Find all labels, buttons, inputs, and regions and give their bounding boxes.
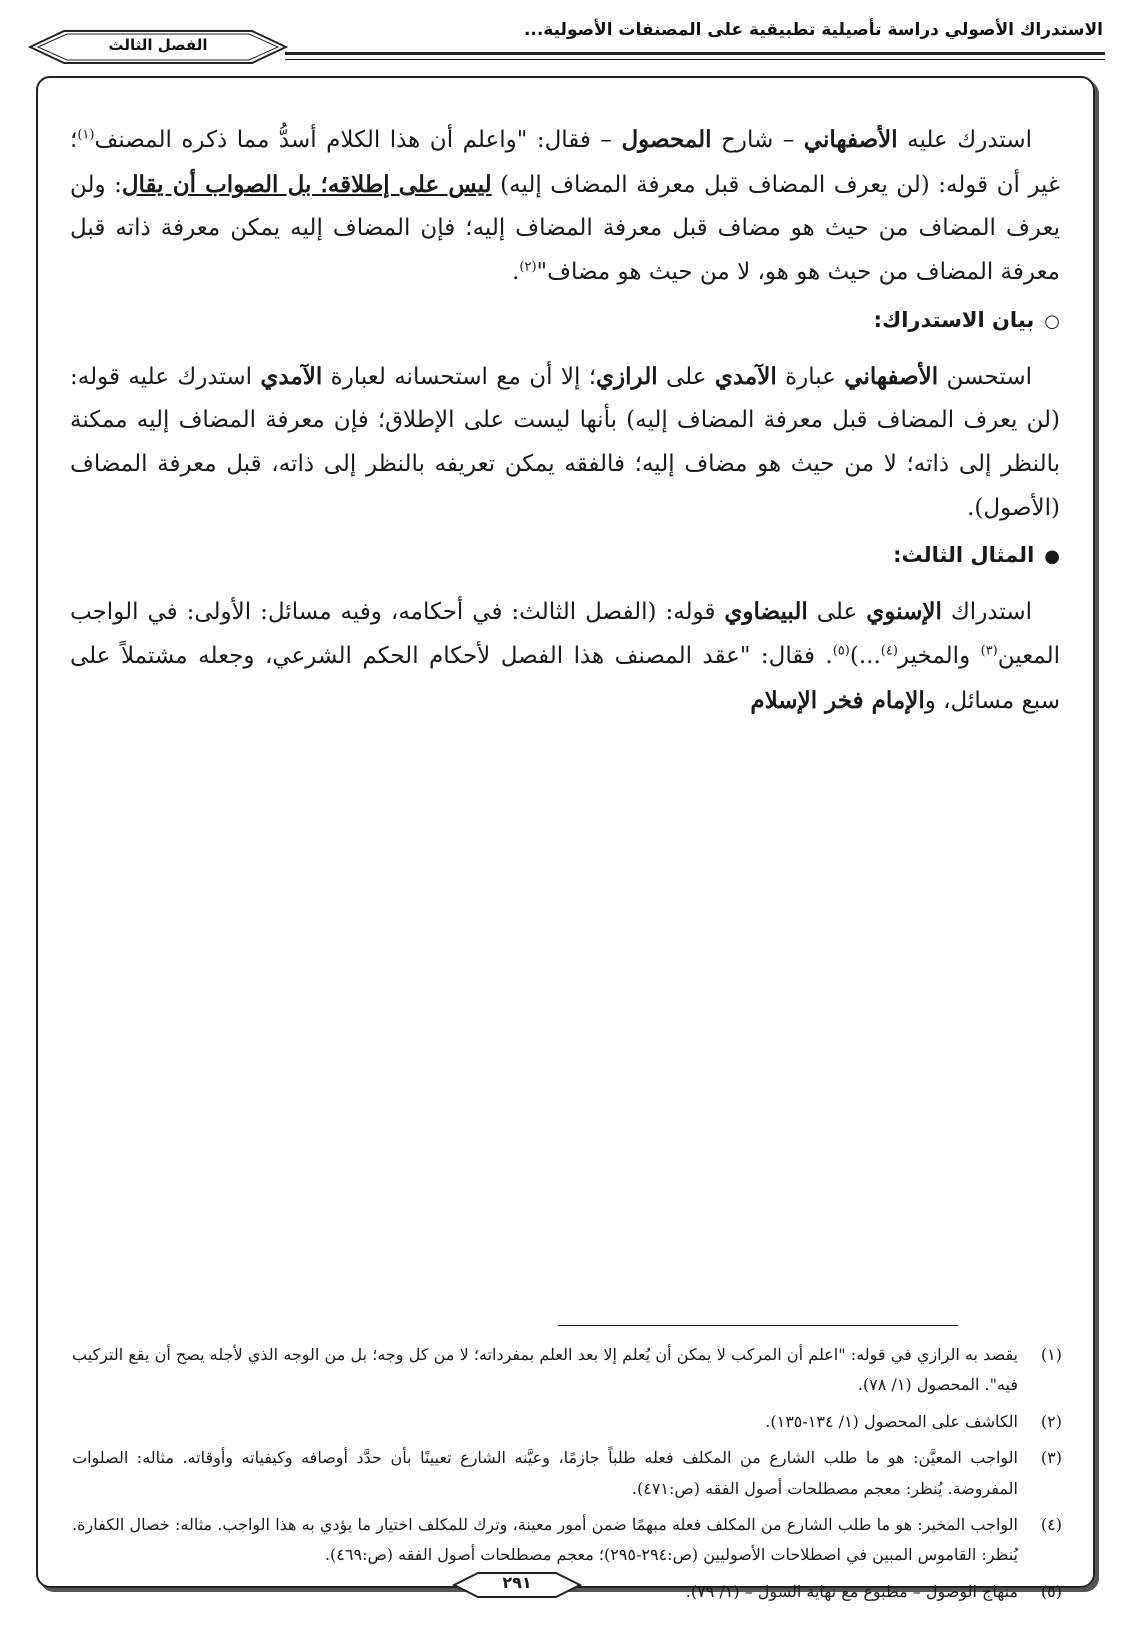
footnote-4 — [72, 1510, 1062, 1571]
footnote-ref-2[interactable]: (٢) — [519, 259, 537, 275]
footnote-ref-3[interactable]: (٣) — [980, 643, 998, 659]
footnote-text: منهاج الوصول – مطبوع مع نهاية السول – (١/ ٧٩). — [685, 1581, 1018, 1601]
footnote-text: يقصد به الرازي في قوله: "اعلم أن المركب لا يمكن أن يُعلم إلا بعد العلم بمفرداته؛ لا من كل وجه؛ بل من الوجه الذي لأجله يصح أن يقع التركيب فيه". المحصول (١/ ٧٨). — [72, 1345, 1018, 1395]
footnote-text: الواجب المعيَّن: هو ما طلب الشارع من المكلف فعله طلباً جازمًا، وعيَّنه الشارع تعيينًا بأن حدَّد أوصافه وكيفياته وأوقاته. مثاله: الصلوات المفروضة. يُنظر: معجم مصطلحات أصول الفقه (ص:٤٧١). — [72, 1448, 1018, 1498]
footnote-number: (٥) — [1040, 1581, 1062, 1601]
circle-bullet-icon: ○ — [1044, 310, 1060, 332]
section-heading-explanation: ○بيان الاستدراك: — [70, 301, 1060, 341]
footnote-separator — [558, 1325, 958, 1326]
footnote-ref-5[interactable]: (٥) — [832, 643, 850, 659]
footnote-ref-4[interactable]: (٤) — [880, 643, 898, 659]
footnote-2 — [72, 1407, 1062, 1437]
footnote-number: (٢) — [1040, 1411, 1062, 1431]
footnote-3 — [72, 1443, 1062, 1504]
filled-bullet-icon: ● — [1044, 546, 1060, 568]
page-number-badge — [452, 1570, 582, 1600]
header-rule — [285, 52, 1105, 66]
footnote-1 — [72, 1340, 1062, 1401]
paragraph-1: استدرك عليه الأصفهاني – شارح المحصول – فقال: "واعلم أن هذا الكلام أسدُّ مما ذكره المصنف$^{(١)}$؛ غير أن قوله: (لن يعرف المضاف قبل معرفة المضاف إليه) ليس على إطلاقه؛ بل الصواب أن يقال: ولن يعرف المضاف من حيث هو مضاف قبل معرفة المضاف إليه؛ فإن المضاف إليه يمكن معرفة ذاته قبل معرفة المضاف من حيث هو هو، لا من حيث هو مضاف"$^{(٢)}$. — [70, 126, 1060, 286]
footnote-text: الكاشف على المحصول (١/ ١٣٤-١٣٥). — [765, 1411, 1018, 1431]
main-text — [70, 118, 1060, 729]
footnote-number: (٤) — [1040, 1514, 1062, 1534]
running-header-title: الاستدراك الأصولي دراسة تأصيلية تطبيقية على المصنفات الأصولية... — [523, 20, 1103, 40]
paragraph-2: استحسن الأصفهاني عبارة الآمدي على الرازي؛ إلا أن مع استحسانه لعبارة الآمدي استدرك عليه قوله: (لن يعرف المضاف قبل معرفة المضاف إليه) بأنها ليست على الإطلاق؛ فإن معرفة المضاف إليه ممكنة بالنظر إلى ذاته؛ لا من حيث هو مضاف إليه؛ فالفقه يمكن تعريفه بالنظر إلى ذاته، قبل معرفة المضاف (الأصول). — [70, 362, 1060, 521]
footnote-ref-1[interactable]: (١) — [77, 127, 95, 143]
footnote-number: (٣) — [1040, 1448, 1062, 1468]
footnote-number: (١) — [1040, 1345, 1062, 1364]
chapter-label: الفصل الثالث — [108, 36, 208, 54]
paragraph-3: استدراك الإسنوي على البيضاوي قوله: (الفصل الثالث: في أحكامه، وفيه مسائل: الأولى: في الواجب المعين$^{(٣)}$ والمخير$^{(٤)}$...)$^{(٥)}$. فقال: "عقد المصنف هذا الفصل لأحكام الحكم الشرعي، وجعله مشتملاً على سبع مسائل، والإمام فخر الإسلام — [70, 598, 1060, 714]
chapter-badge — [28, 28, 288, 66]
page-number: ٢٩١ — [502, 1573, 532, 1592]
footnote-text: الواجب المخير: هو ما طلب الشارع من المكلف فعله مبهمًا ضمن أمور معينة، وترك للمكلف اختيار ما يؤدي به هذا الواجب. مثاله: خصال الكفارة. يُنظر: القاموس المبين في اصطلاحات الأصوليين (ص:٢٩٤-٢٩٥)؛ معجم مصطلحات أصول الفقه (ص:٤٦٩). — [72, 1514, 1018, 1565]
section-heading-third-example: ●المثال الثالث: — [70, 536, 1060, 576]
